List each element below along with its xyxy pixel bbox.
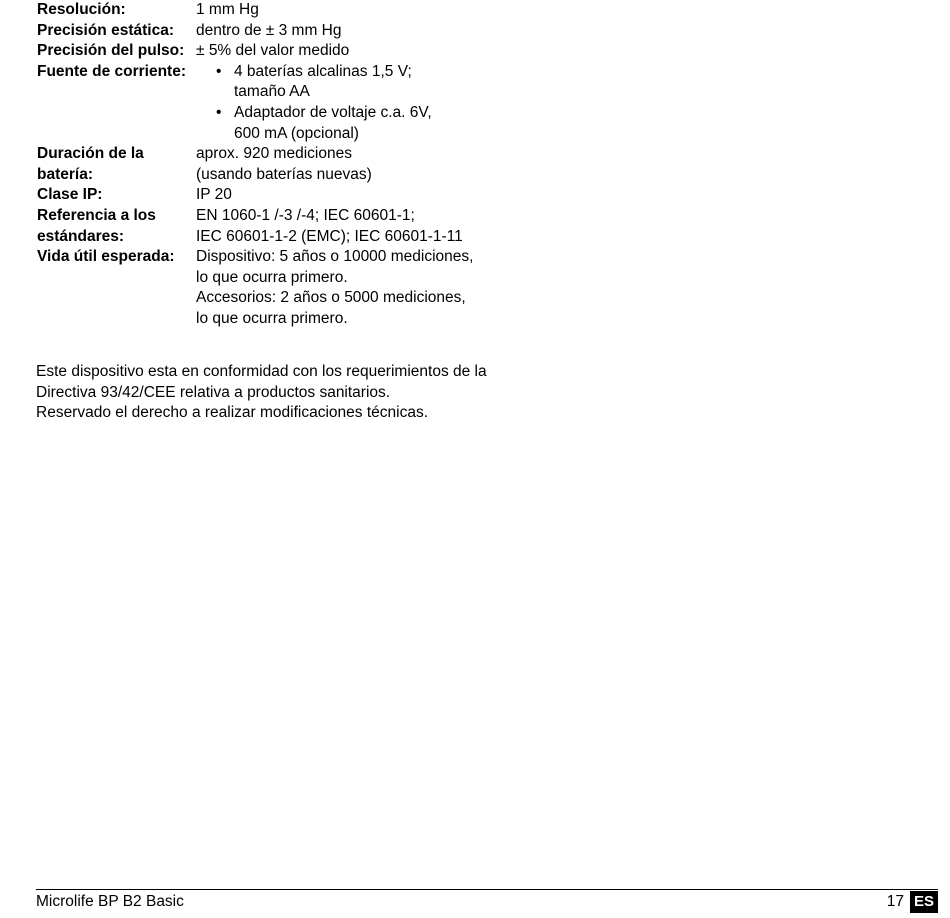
footnote-line: Directiva 93/42/CEE relativa a productos sanitarios. (36, 383, 391, 401)
spec-row (37, 21, 497, 42)
spec-value (196, 144, 497, 185)
bullet-line: • Adaptador de voltaje c.a. 6V, (234, 103, 432, 121)
spec-row (37, 247, 497, 329)
spec-label-line: Fuente de corriente: (37, 62, 186, 80)
spec-value-line: Accesorios: 2 años o 5000 mediciones, (196, 289, 466, 307)
footnote-line: Reservado el derecho a realizar modificaciones técnicas. (36, 404, 429, 422)
spec-value-line: 1 mm Hg (196, 1, 259, 18)
bullet-list (196, 62, 497, 144)
footnote-line: Este dispositivo esta en conformidad con los requerimientos de la (36, 363, 487, 380)
bullet-line: • 4 baterías alcalinas 1,5 V; (234, 62, 412, 80)
spec-value-line: lo que ocurra primero. (196, 309, 348, 327)
page-number: 17 (886, 893, 904, 910)
spec-value-line: lo que ocurra primero. (196, 268, 348, 286)
bullet-item (196, 103, 497, 144)
spec-row (37, 0, 497, 21)
spec-value (196, 0, 497, 21)
spec-label-line: Resolución: (37, 1, 126, 18)
spec-row (37, 41, 497, 62)
language-badge: ES (910, 891, 938, 913)
spec-value (196, 41, 497, 62)
spec-value (196, 21, 497, 42)
spec-label (37, 247, 196, 329)
spec-value-line: dentro de ± 3 mm Hg (196, 21, 342, 39)
spec-label (37, 144, 196, 185)
footer-page-info (887, 891, 938, 913)
spec-value-line: aprox. 920 mediciones (196, 145, 352, 163)
spec-label-line: batería: (37, 165, 93, 183)
spec-label-line: Referencia a los (37, 206, 156, 224)
spec-label-line: Duración de la (37, 145, 144, 163)
bullet-line: 600 mA (opcional) (234, 124, 359, 142)
conformity-note (36, 362, 516, 424)
spec-value (196, 206, 497, 247)
spec-value (196, 247, 497, 329)
spec-label-line: estándares: (37, 227, 125, 245)
spec-value-line: Dispositivo: 5 años o 10000 mediciones, (196, 248, 474, 266)
spec-value (196, 185, 497, 206)
spec-label (37, 185, 196, 206)
spec-value-line: IEC 60601-1-2 (EMC); IEC 60601-1-11 (196, 227, 463, 245)
spec-row (37, 62, 497, 144)
spec-value-line: ± 5% del valor medido (196, 42, 350, 60)
spec-label-line: Precisión del pulso: (37, 42, 185, 60)
bullet-line: tamaño AA (234, 83, 310, 101)
spec-label (37, 41, 196, 62)
spec-value (196, 62, 497, 144)
spec-label (37, 0, 196, 21)
spec-value-line: EN 1060-1 /-3 /-4; IEC 60601-1; (196, 206, 415, 224)
spec-label-line: Vida útil esperada: (37, 248, 175, 266)
bullet-item (196, 62, 497, 103)
spec-row (37, 206, 497, 247)
footer-divider (36, 889, 938, 890)
spec-label-line: Clase IP: (37, 186, 103, 204)
spec-row (37, 185, 497, 206)
spec-row (37, 144, 497, 185)
spec-label (37, 206, 196, 247)
spec-label (37, 21, 196, 42)
spec-label-line: Precisión estática: (37, 21, 174, 39)
spec-value-line: IP 20 (196, 186, 232, 204)
spec-value-line: (usando baterías nuevas) (196, 165, 372, 183)
specifications-table (37, 0, 497, 330)
spec-label (37, 62, 196, 144)
footer-product-name: Microlife BP B2 Basic (36, 893, 184, 910)
